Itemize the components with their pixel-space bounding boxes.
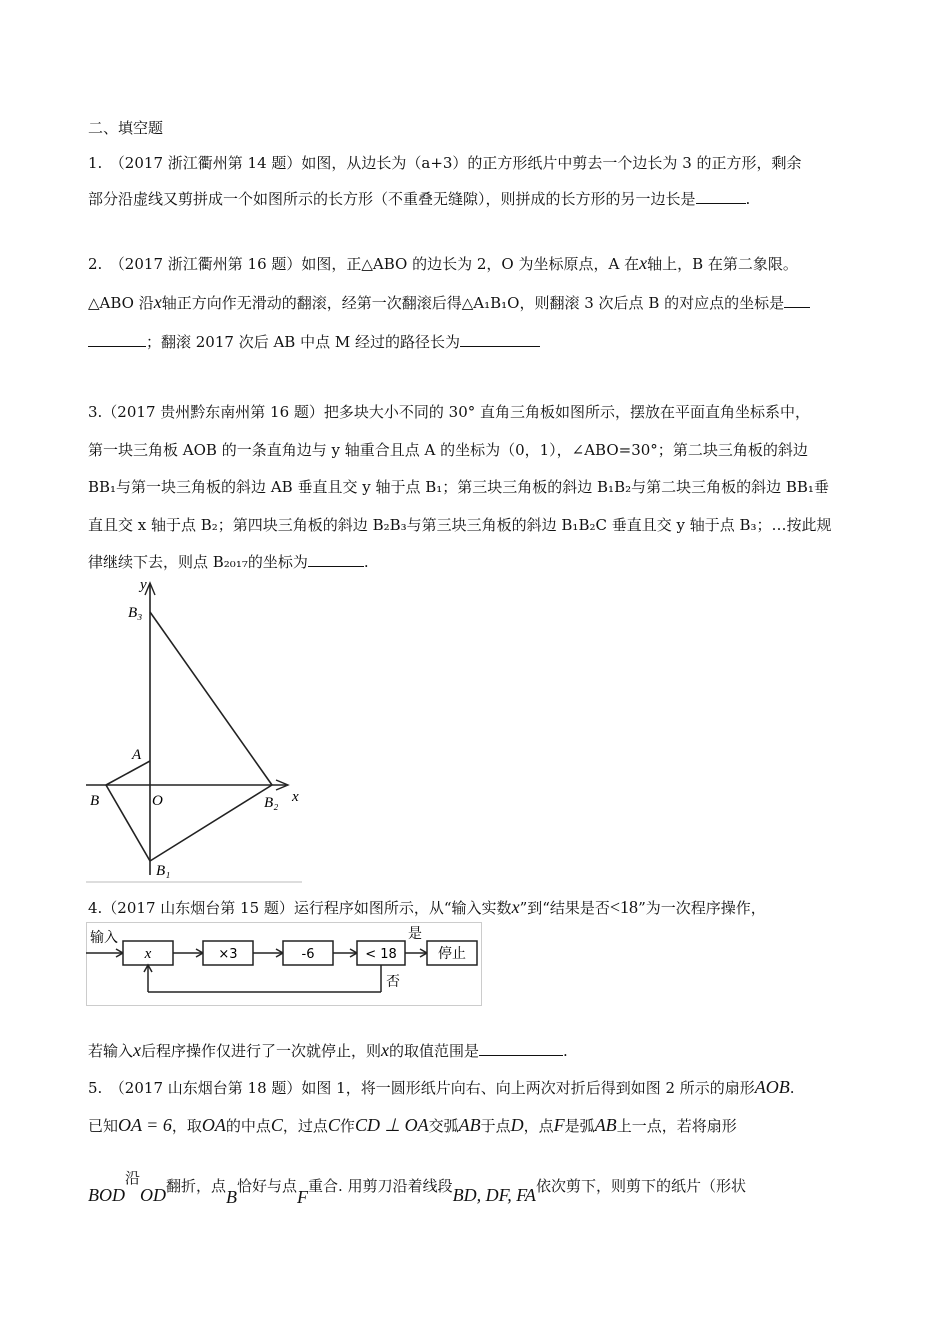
q4-line1-a: 4.（2017 山东烟台第 15 题）运行程序如图所示，从“输入实数	[88, 899, 512, 917]
q3-figure	[86, 575, 302, 885]
q1-line2	[88, 189, 750, 209]
q5-l2-a: 已知	[88, 1117, 119, 1135]
q4-var-x2: x	[133, 1040, 142, 1060]
q3-line5-end: .	[363, 553, 369, 571]
q5-line1	[88, 1077, 795, 1098]
flow-box-stop-text: 停止	[438, 946, 466, 962]
q3-line4: 直且交 x 轴于点 B₂；第四块三角板的斜边 B₂B₃与第三块三角板的斜边 B₁B₂C 垂直且交 y 轴于点 B₃；…按此规	[88, 516, 832, 534]
q2-var-x: x	[639, 253, 648, 273]
q2-line1	[88, 253, 798, 274]
q4-line1	[88, 897, 766, 918]
segment-b3-b2	[150, 612, 272, 785]
q2-line2-a: △ABO 沿	[88, 294, 154, 312]
q5-line3	[88, 1170, 746, 1205]
q5-sector-aob: AOB	[754, 1077, 790, 1097]
q1-answer-blank[interactable]	[696, 189, 746, 204]
q2-answer-blank1a[interactable]	[784, 293, 810, 308]
q2-line2	[88, 292, 810, 313]
q2-line3	[88, 332, 540, 352]
q4-answer-blank[interactable]	[479, 1041, 563, 1056]
q5-line2	[88, 1115, 737, 1136]
q5-l3-d: 重合. 用剪刀沿着线段	[308, 1177, 453, 1195]
flow-box-times3-text: ×3	[218, 947, 238, 962]
q2-answer-blank2[interactable]	[460, 332, 540, 347]
segment-b-a	[106, 761, 150, 785]
label-b3: B₃	[128, 605, 143, 621]
q4-line2-b: 后程序操作仅进行了一次就停止，则	[141, 1042, 382, 1060]
q4-line2-end: .	[563, 1042, 568, 1060]
q1-line2-text: 部分沿虚线又剪拼成一个如图所示的长方形（不重叠无缝隙），则拼成的长方形的另一边长是	[88, 190, 696, 208]
q3-line5	[88, 552, 369, 572]
q4-var-x3: x	[381, 1040, 390, 1060]
q4-line1-c: ”为一次程序操作，	[638, 899, 766, 917]
q5-l3-b: 翻折，点	[166, 1177, 227, 1195]
flow-input-label: 输入	[90, 930, 118, 946]
q4-line2-c: 的取值范围是	[389, 1042, 480, 1060]
q4-var-x: x	[511, 897, 520, 917]
q5-l2-f: 交弧	[428, 1117, 459, 1135]
q2-line2-b: 轴正方向作无滑动的翻滚，经第一次翻滚后得△A₁B₁O，则翻滚 3 次后点 B 的对应点的坐标是	[161, 294, 785, 312]
q2-var-x2: x	[153, 292, 162, 312]
q5-l3-c: 恰好与点	[237, 1177, 298, 1195]
q5-l3-a: 沿	[125, 1169, 141, 1187]
q4-line1-b: ”到“结果是否	[519, 899, 610, 917]
q5-l2-m3: C	[270, 1115, 283, 1135]
label-x: x	[292, 789, 299, 805]
segment-b-b1	[106, 785, 150, 861]
q2-line1-a: 2. （2017 浙江衢州第 16 题）如图，正△ABO 的边长为 2，O 为坐标原点，A 在	[88, 255, 640, 273]
q5-l2-d: ，过点	[282, 1117, 328, 1135]
q5-l2-m6: AB	[458, 1115, 481, 1135]
q5-l2-m1: OA = 6	[118, 1115, 172, 1135]
q5-l3-m5: BD, DF, FA	[452, 1185, 536, 1205]
q4-condition: <18	[609, 897, 639, 917]
q5-l2-m5: CD ⊥ OA	[354, 1115, 429, 1135]
q5-l2-g: 于点	[480, 1117, 511, 1135]
q5-l3-m4: F	[297, 1187, 309, 1207]
q3-line3: BB₁与第一块三角板的斜边 AB 垂直且交 y 轴于点 B₁；第三块三角板的斜边 B₁B₂与第二块三角板的斜边 BB₁垂	[88, 478, 829, 496]
label-b1: B₁	[156, 863, 171, 879]
flow-box-x-text: x	[144, 946, 152, 962]
q4-line2-a: 若输入	[88, 1042, 134, 1060]
q5-l2-m9: AB	[594, 1115, 617, 1135]
q3-answer-blank[interactable]	[308, 552, 364, 567]
q5-l2-m4: C	[327, 1115, 340, 1135]
q5-l2-m2: OA	[201, 1115, 226, 1135]
q5-l2-h: ，点	[523, 1117, 554, 1135]
flow-box-compare-text: < 18	[365, 947, 397, 962]
q3-line5-a: 律继续下去，则点 B₂₀₁₇的坐标为	[88, 553, 308, 571]
flow-yes-label: 是	[408, 926, 422, 942]
q4-flowchart	[86, 922, 482, 1006]
label-o: O	[152, 793, 163, 809]
q5-l3-m1: BOD	[88, 1185, 125, 1205]
label-b: B	[90, 793, 100, 809]
section-title: 二、填空题	[88, 119, 164, 137]
q2-line3-text: ；翻滚 2017 次后 AB 中点 M 经过的路径长为	[146, 333, 460, 351]
q5-l2-c: 的中点	[225, 1117, 271, 1135]
q1-line2-end: .	[745, 190, 751, 208]
label-y: y	[140, 577, 147, 593]
label-b2: B₂	[264, 795, 279, 811]
q5-line1-a: 5. （2017 山东烟台第 18 题）如图 1，将一圆形纸片向右、向上两次对折后得到如图 2 所示的扇形	[88, 1079, 755, 1097]
q5-l3-m2: OD	[140, 1185, 167, 1205]
q5-l2-j: 上一点，若将扇形	[616, 1117, 737, 1135]
q2-answer-blank1b[interactable]	[88, 332, 146, 347]
q3-line1: 3.（2017 贵州黔东南州第 16 题）把多块大小不同的 30° 直角三角板如图所示，摆放在平面直角坐标系中，	[88, 403, 811, 421]
label-a: A	[132, 747, 142, 763]
segment-b2-b1	[150, 785, 272, 861]
q5-line1-end: .	[789, 1079, 795, 1097]
q5-l3-m3: B	[226, 1187, 238, 1207]
q3-line2: 第一块三角板 AOB 的一条直角边与 y 轴重合且点 A 的坐标为（0，1），∠ABO=30°；第二块三角板的斜边	[88, 441, 808, 459]
q1-line1: 1. （2017 浙江衢州第 14 题）如图，从边长为（a+3）的正方形纸片中剪去一个边长为 3 的正方形，剩余	[88, 154, 802, 172]
flow-no-label: 否	[386, 974, 400, 990]
q2-line1-b: 轴上，B 在第二象限。	[647, 255, 798, 273]
q5-l2-b: ，取	[171, 1117, 202, 1135]
q5-l3-e: 依次剪下，则剪下的纸片（形状	[535, 1177, 746, 1195]
q4-line2	[88, 1040, 568, 1061]
q5-l2-e: 作	[339, 1117, 355, 1135]
q5-l2-i: 是弧	[564, 1117, 595, 1135]
q5-l2-m8: F	[553, 1115, 565, 1135]
q5-l2-m7: D	[510, 1115, 524, 1135]
flow-box-minus6-text: -6	[301, 947, 315, 962]
